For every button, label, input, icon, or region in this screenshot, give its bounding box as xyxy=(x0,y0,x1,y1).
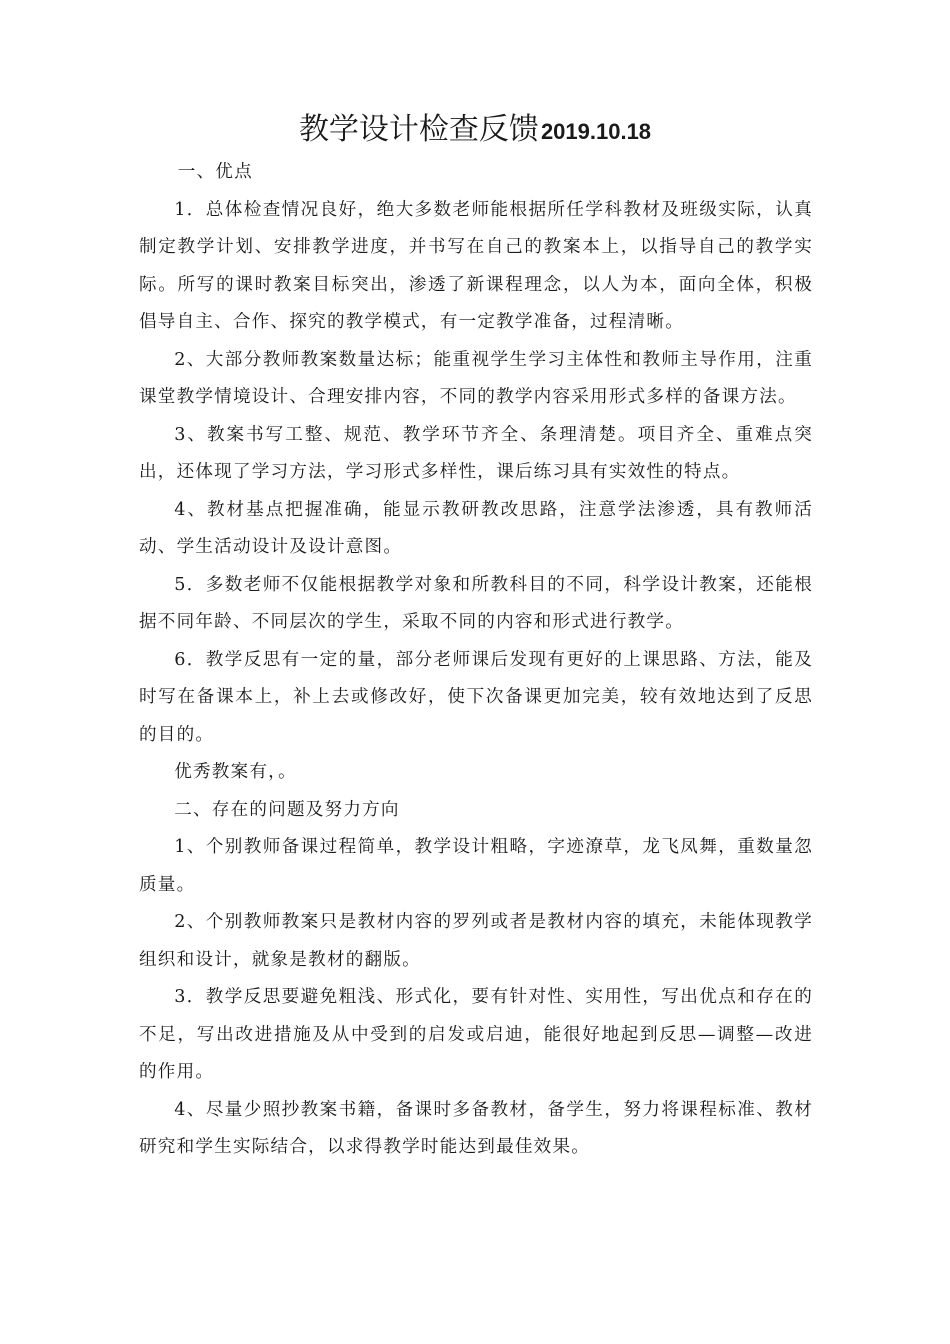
paragraph: 1．总体检查情况良好，绝大多数老师能根据所任学科教材及班级实际，认真制定教学计划、安排教学进度，并书写在自己的教案本上，以指导自己的教学实际。所写的课时教案目标突出，渗透了新课程理念，以人为本，面向全体，积极倡导自主、合作、探究的教学模式，有一定教学准备，过程清晰。 xyxy=(139,199,813,332)
paragraph: 6．教学反思有一定的量，部分老师课后发现有更好的上课思路、方法，能及时写在备课本上，补上去或修改好，使下次备课更加完美，较有效地达到了反思的目的。 xyxy=(139,649,813,745)
paragraph: 2、大部分教师教案数量达标；能重视学生学习主体性和教师主导作用，注重课堂教学情境设计、合理安排内容，不同的教学内容采用形式多样的备课方法。 xyxy=(139,349,813,407)
section-heading-strengths: 一、优点 xyxy=(177,162,253,182)
section-heading-problems: 二、存在的问题及努力方向 xyxy=(174,799,400,820)
document-title xyxy=(0,108,950,154)
paragraph: 4、教材基点把握准确，能显示教研教改思路，注意学法渗透，具有教师活动、学生活动设计及设计意图。 xyxy=(139,499,813,557)
paragraph: 4、尽量少照抄教案书籍，备课时多备教材，备学生，努力将课程标准、教材研究和学生实际结合，以求得教学时能达到最佳效果。 xyxy=(139,1099,813,1157)
paragraph: 3．教学反思要避免粗浅、形式化，要有针对性、实用性，写出优点和存在的不足，写出改进措施及从中受到的启发或启迪，能很好地起到反思—调整—改进的作用。 xyxy=(139,987,813,1082)
title-text: 教学设计检查反馈 xyxy=(298,112,539,147)
document-body xyxy=(139,154,813,1167)
paragraph: 5．多数老师不仅能根据教学对象和所教科目的不同，科学设计教案，还能根据不同年龄、不同层次的学生，采取不同的内容和形式进行教学。 xyxy=(139,574,813,632)
paragraph: 1、个别教师备课过程简单，教学设计粗略，字迹潦草，龙飞凤舞，重数量忽质量。 xyxy=(139,837,813,895)
paragraph: 3、教案书写工整、规范、教学环节齐全、条理清楚。项目齐全、重难点突出，还体现了学习方法，学习形式多样性，课后练习具有实效性的特点。 xyxy=(139,424,813,482)
title-date: 2019.10.18 xyxy=(540,119,652,144)
paragraph: 优秀教案有，。 xyxy=(174,762,297,782)
paragraph: 2、个别教师教案只是教材内容的罗列或者是教材内容的填充，未能体现教学组织和设计，就象是教材的翻版。 xyxy=(139,912,813,970)
